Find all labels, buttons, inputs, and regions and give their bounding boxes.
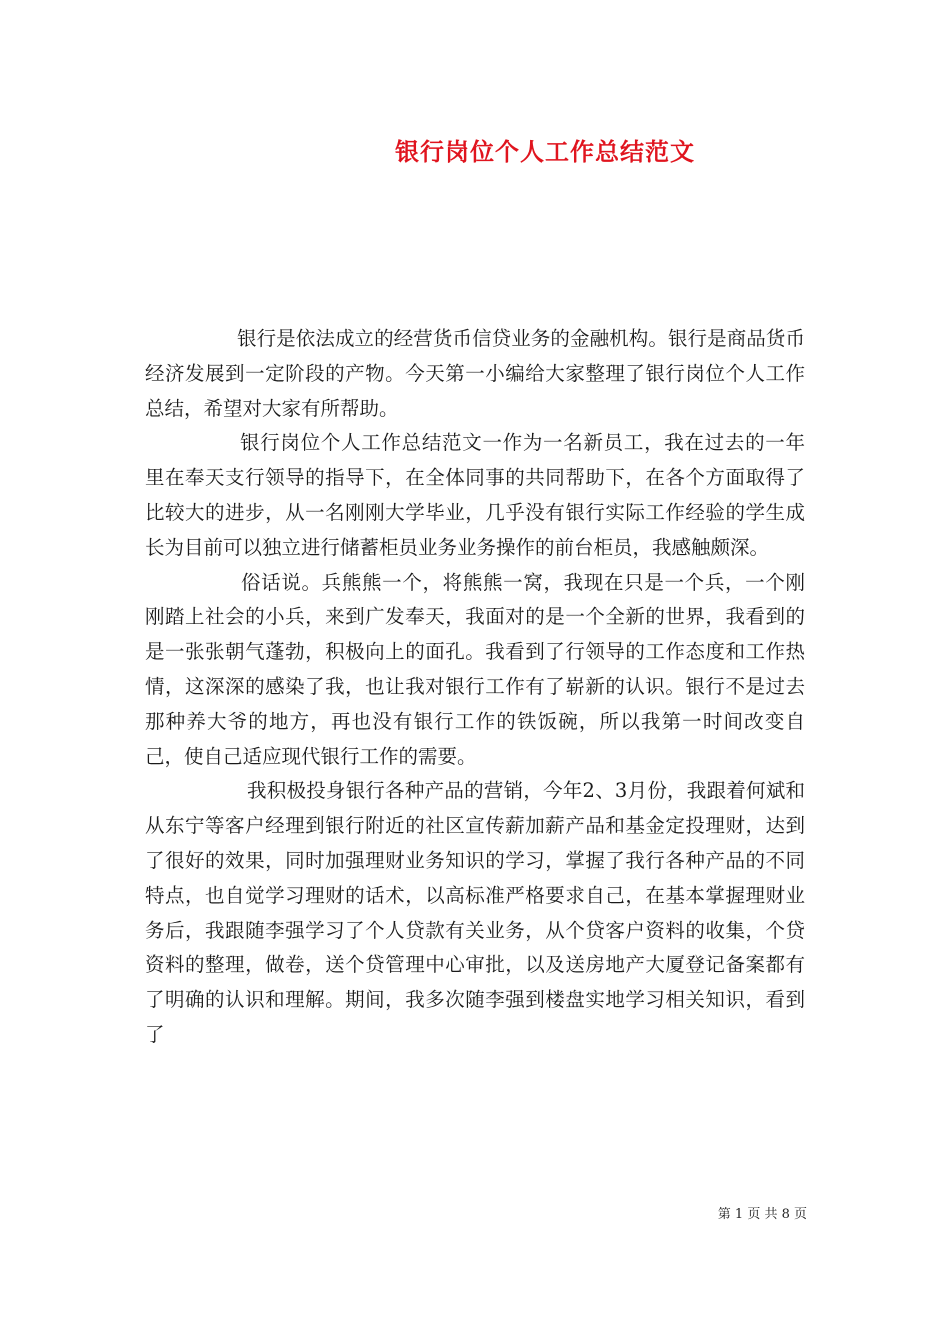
- paragraph: 俗话说。兵熊熊一个，将熊熊一窝，我现在只是一个兵，一个刚刚踏上社会的小兵，来到广发奉天，我面对的是一个全新的世界，我看到的是一张张朝气蓬勃，积极向上的面孔。我看到了行领导的工作态度和工作热情，这深深的感染了我，也让我对银行工作有了崭新的认识。银行不是过去那种养大爷的地方，再也没有银行工作的铁饭碗，所以我第一时间改变自己，使自己适应现代银行工作的需要。: [145, 570, 805, 768]
- paragraph: 银行是依法成立的经营货币信贷业务的金融机构。银行是商品货币经济发展到一定阶段的产物。今天第一小编给大家整理了银行岗位个人工作总结，希望对大家有所帮助。: [145, 327, 805, 420]
- page-number-footer: 第 1 页 共 8 页: [717, 1207, 807, 1222]
- document-body: [145, 322, 805, 1053]
- paragraph: 我积极投身银行各种产品的营销，今年2、3月份，我跟着何斌和从东宁等客户经理到银行附近的社区宣传薪加薪产品和基金定投理财，达到了很好的效果，同时加强理财业务知识的学习，掌握了我行各种产品的不同特点，也自觉学习理财的话术，以高标准严格要求自己，在基本掌握理财业务后，我跟随李强学习了个人贷款有关业务，从个贷客户资料的收集，个贷资料的整理，做卷，送个贷管理中心审批，以及送房地产大厦登记备案都有了明确的认识和理解。期间，我多次随李强到楼盘实地学习相关知识，看到了: [145, 779, 805, 1046]
- document-title: 银行岗位个人工作总结范文: [395, 137, 695, 166]
- paragraph: 银行岗位个人工作总结范文一作为一名新员工，我在过去的一年里在奉天支行领导的指导下，在全体同事的共同帮助下，在各个方面取得了比较大的进步，从一名刚刚大学毕业，几乎没有银行实际工作经验的学生成长为目前可以独立进行储蓄柜员业务业务操作的前台柜员，我感触颇深。: [145, 431, 805, 559]
